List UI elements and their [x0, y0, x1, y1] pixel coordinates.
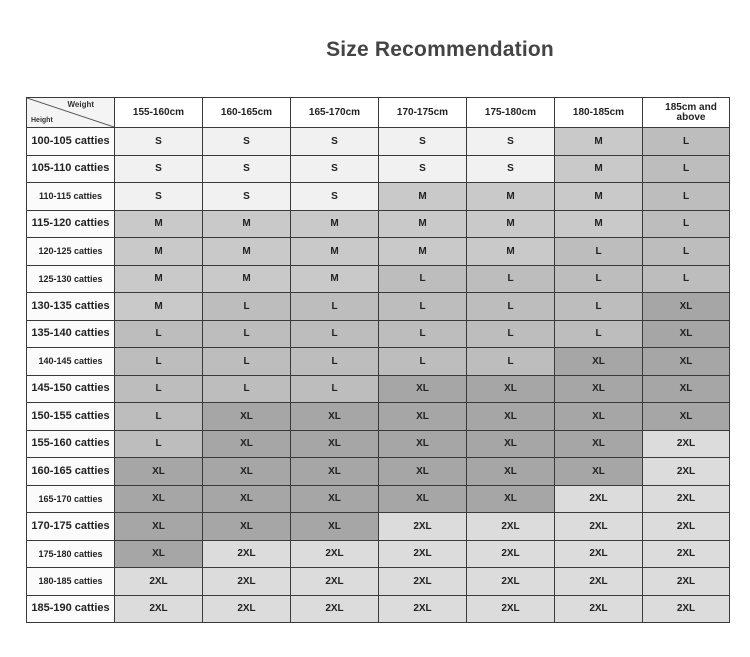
size-cell: L: [379, 293, 467, 321]
size-cell: L: [643, 265, 730, 293]
row-header-weight: 185-190 catties: [27, 595, 115, 623]
row-header-weight: 150-155 catties: [27, 403, 115, 431]
size-cell: L: [555, 238, 643, 266]
row-header-weight: 125-130 catties: [27, 265, 115, 293]
size-cell: 2XL: [555, 540, 643, 568]
title-container: [310, 38, 570, 62]
size-cell: L: [643, 155, 730, 183]
size-cell: L: [467, 265, 555, 293]
size-cell: M: [115, 293, 203, 321]
row-header-weight: 135-140 catties: [27, 320, 115, 348]
size-cell: XL: [643, 375, 730, 403]
size-cell: M: [379, 183, 467, 211]
size-cell: S: [467, 128, 555, 156]
size-cell: 2XL: [467, 540, 555, 568]
table-row: [27, 238, 730, 266]
row-header-weight: 105-110 catties: [27, 155, 115, 183]
size-cell: L: [643, 210, 730, 238]
table-row: [27, 485, 730, 513]
table-row: [27, 293, 730, 321]
size-cell: L: [379, 265, 467, 293]
size-cell: M: [115, 210, 203, 238]
size-cell: M: [291, 238, 379, 266]
size-cell: S: [203, 155, 291, 183]
size-cell: XL: [643, 320, 730, 348]
size-cell: 2XL: [467, 513, 555, 541]
size-cell: L: [115, 320, 203, 348]
size-cell: M: [555, 183, 643, 211]
row-header-weight: 120-125 catties: [27, 238, 115, 266]
size-cell: 2XL: [115, 595, 203, 623]
row-header-weight: 145-150 catties: [27, 375, 115, 403]
size-cell: L: [291, 320, 379, 348]
table-row: [27, 320, 730, 348]
size-cell: 2XL: [643, 458, 730, 486]
size-cell: 2XL: [643, 513, 730, 541]
column-header: 170-175cm: [379, 98, 467, 128]
size-cell: XL: [555, 348, 643, 376]
size-chart-body: [27, 128, 730, 623]
size-cell: L: [291, 293, 379, 321]
size-cell: L: [203, 320, 291, 348]
size-cell: M: [555, 155, 643, 183]
size-cell: XL: [379, 375, 467, 403]
size-cell: M: [467, 183, 555, 211]
size-cell: XL: [467, 375, 555, 403]
size-cell: XL: [379, 403, 467, 431]
size-cell: M: [203, 265, 291, 293]
size-cell: XL: [291, 403, 379, 431]
size-cell: XL: [203, 430, 291, 458]
size-cell: S: [115, 183, 203, 211]
size-cell: 2XL: [467, 595, 555, 623]
size-cell: L: [115, 403, 203, 431]
size-cell: L: [555, 320, 643, 348]
size-cell: XL: [291, 485, 379, 513]
table-row: [27, 595, 730, 623]
size-cell: S: [291, 155, 379, 183]
size-cell: XL: [203, 458, 291, 486]
table-row: [27, 265, 730, 293]
size-cell: 2XL: [291, 568, 379, 596]
size-cell: XL: [379, 458, 467, 486]
row-header-weight: 130-135 catties: [27, 293, 115, 321]
header-row: [27, 98, 730, 128]
size-cell: L: [115, 430, 203, 458]
size-cell: XL: [291, 430, 379, 458]
size-cell: M: [555, 128, 643, 156]
size-cell: L: [379, 348, 467, 376]
row-header-weight: 140-145 catties: [27, 348, 115, 376]
size-cell: XL: [115, 513, 203, 541]
size-cell: S: [115, 155, 203, 183]
size-cell: S: [115, 128, 203, 156]
size-cell: 2XL: [291, 595, 379, 623]
size-cell: L: [115, 348, 203, 376]
table-row: [27, 513, 730, 541]
size-cell: S: [203, 183, 291, 211]
column-header: 160-165cm: [203, 98, 291, 128]
size-cell: M: [467, 238, 555, 266]
size-cell: L: [115, 375, 203, 403]
size-cell: 2XL: [203, 595, 291, 623]
table-row: [27, 403, 730, 431]
size-cell: M: [291, 210, 379, 238]
size-cell: L: [467, 320, 555, 348]
row-header-weight: 100-105 catties: [27, 128, 115, 156]
size-cell: 2XL: [203, 568, 291, 596]
table-row: [27, 348, 730, 376]
size-cell: 2XL: [555, 568, 643, 596]
size-cell: S: [379, 155, 467, 183]
row-header-weight: 110-115 catties: [27, 183, 115, 211]
size-cell: L: [643, 238, 730, 266]
table-row: [27, 155, 730, 183]
size-cell: M: [203, 210, 291, 238]
row-header-weight: 155-160 catties: [27, 430, 115, 458]
size-cell: 2XL: [379, 540, 467, 568]
size-cell: L: [643, 183, 730, 211]
corner-cell: [27, 98, 115, 128]
size-cell: 2XL: [379, 595, 467, 623]
table-row: [27, 183, 730, 211]
column-header: 155-160cm: [115, 98, 203, 128]
table-row: [27, 128, 730, 156]
size-cell: S: [467, 155, 555, 183]
row-header-weight: 115-120 catties: [27, 210, 115, 238]
size-cell: XL: [555, 375, 643, 403]
size-cell: L: [203, 293, 291, 321]
size-cell: M: [203, 238, 291, 266]
row-header-weight: 160-165 catties: [27, 458, 115, 486]
row-header-weight: 165-170 catties: [27, 485, 115, 513]
size-cell: S: [291, 128, 379, 156]
size-cell: L: [291, 348, 379, 376]
column-header: 180-185cm: [555, 98, 643, 128]
size-cell: XL: [379, 485, 467, 513]
size-cell: 2XL: [643, 568, 730, 596]
size-cell: M: [379, 210, 467, 238]
size-cell: XL: [203, 513, 291, 541]
size-cell: M: [379, 238, 467, 266]
table-row: [27, 430, 730, 458]
size-cell: XL: [555, 403, 643, 431]
column-header: 185cm and above: [643, 98, 730, 128]
table-row: [27, 458, 730, 486]
row-header-weight: 180-185 catties: [27, 568, 115, 596]
size-cell: L: [643, 128, 730, 156]
size-cell: 2XL: [643, 485, 730, 513]
size-cell: XL: [467, 485, 555, 513]
size-cell: M: [467, 210, 555, 238]
size-cell: 2XL: [555, 595, 643, 623]
size-cell: S: [203, 128, 291, 156]
size-cell: 2XL: [115, 568, 203, 596]
size-cell: L: [555, 293, 643, 321]
size-cell: L: [555, 265, 643, 293]
table-row: [27, 568, 730, 596]
size-cell: L: [203, 375, 291, 403]
size-cell: S: [379, 128, 467, 156]
size-cell: XL: [291, 513, 379, 541]
table-row: [27, 210, 730, 238]
size-cell: XL: [643, 348, 730, 376]
size-cell: XL: [203, 485, 291, 513]
row-header-weight: 175-180 catties: [27, 540, 115, 568]
size-cell: 2XL: [643, 540, 730, 568]
size-cell: XL: [203, 403, 291, 431]
size-cell: M: [555, 210, 643, 238]
size-cell: XL: [115, 540, 203, 568]
column-header: 165-170cm: [291, 98, 379, 128]
size-cell: XL: [467, 430, 555, 458]
size-cell: 2XL: [643, 430, 730, 458]
size-cell: 2XL: [643, 595, 730, 623]
size-cell: L: [379, 320, 467, 348]
height-axis-label: Height: [31, 117, 53, 124]
size-cell: XL: [467, 403, 555, 431]
size-cell: M: [291, 265, 379, 293]
size-cell: XL: [643, 293, 730, 321]
size-cell: 2XL: [379, 568, 467, 596]
size-cell: L: [203, 348, 291, 376]
table-row: [27, 375, 730, 403]
size-cell: XL: [115, 485, 203, 513]
row-header-weight: 170-175 catties: [27, 513, 115, 541]
size-cell: L: [291, 375, 379, 403]
size-cell: 2XL: [467, 568, 555, 596]
size-cell: XL: [115, 458, 203, 486]
page-title: Size Recommendation: [326, 38, 554, 61]
size-cell: M: [115, 265, 203, 293]
size-chart-table: [26, 97, 730, 623]
size-cell: 2XL: [555, 485, 643, 513]
size-cell: XL: [555, 430, 643, 458]
size-cell: XL: [379, 430, 467, 458]
size-cell: XL: [555, 458, 643, 486]
size-cell: M: [115, 238, 203, 266]
size-cell: XL: [291, 458, 379, 486]
column-header: 175-180cm: [467, 98, 555, 128]
weight-axis-label: Weight: [67, 100, 94, 109]
size-cell: 2XL: [203, 540, 291, 568]
table-row: [27, 540, 730, 568]
size-cell: 2XL: [291, 540, 379, 568]
size-cell: L: [467, 348, 555, 376]
size-cell: XL: [643, 403, 730, 431]
size-cell: 2XL: [555, 513, 643, 541]
size-cell: L: [467, 293, 555, 321]
size-cell: S: [291, 183, 379, 211]
size-cell: 2XL: [379, 513, 467, 541]
size-cell: XL: [467, 458, 555, 486]
